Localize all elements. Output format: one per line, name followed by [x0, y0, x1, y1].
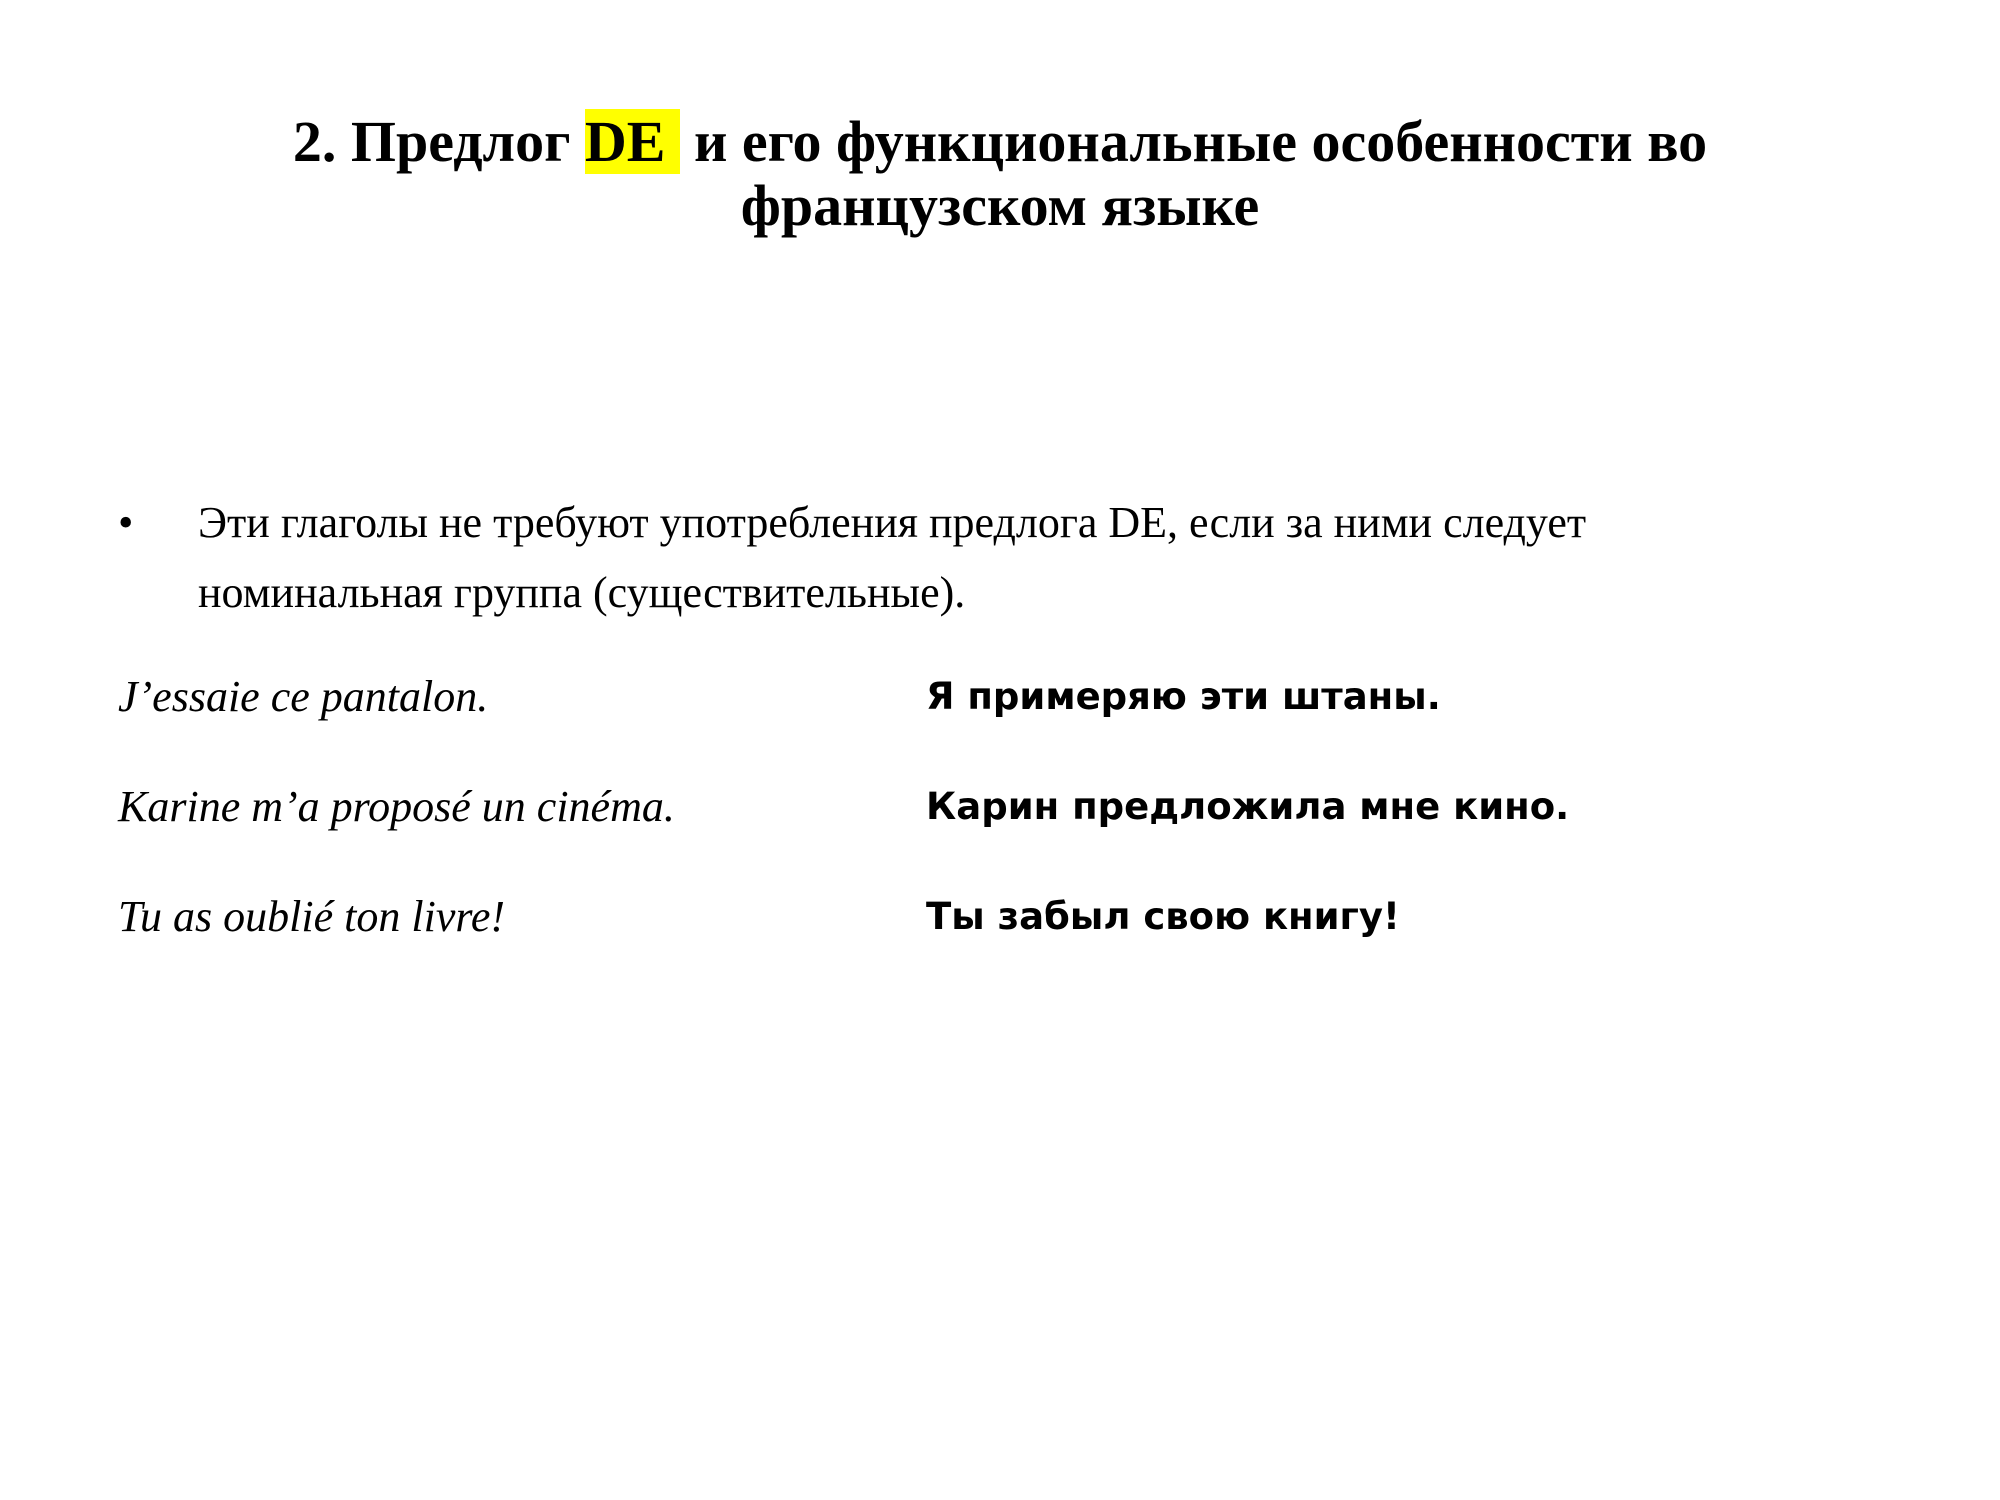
example-russian: Карин предложила мне кино.: [926, 785, 1570, 828]
title-line2: французском языке: [740, 173, 1260, 238]
example-row: [118, 882, 1918, 952]
title-highlight-de: DE: [585, 109, 680, 174]
example-french: Karine m’a proposé un cinéma.: [118, 782, 675, 831]
bullet-text: Эти глаголы не требуют употребления предлога DE, если за ними следует номинальная группа (существительные).: [198, 498, 1587, 617]
example-row: [118, 662, 1918, 732]
example-row: [118, 772, 1918, 842]
slide-title: [100, 110, 1900, 238]
title-prefix: 2. Предлог: [292, 109, 585, 174]
title-line1-suffix: и его функциональные особенности во: [679, 109, 1708, 174]
example-french: Tu as oublié ton livre!: [118, 892, 506, 941]
example-french: J’essaie ce pantalon.: [118, 672, 489, 721]
bullet-marker: •: [118, 498, 134, 547]
example-russian: Я примеряю эти штаны.: [926, 675, 1441, 718]
example-russian: Ты забыл свою книгу!: [926, 895, 1400, 938]
